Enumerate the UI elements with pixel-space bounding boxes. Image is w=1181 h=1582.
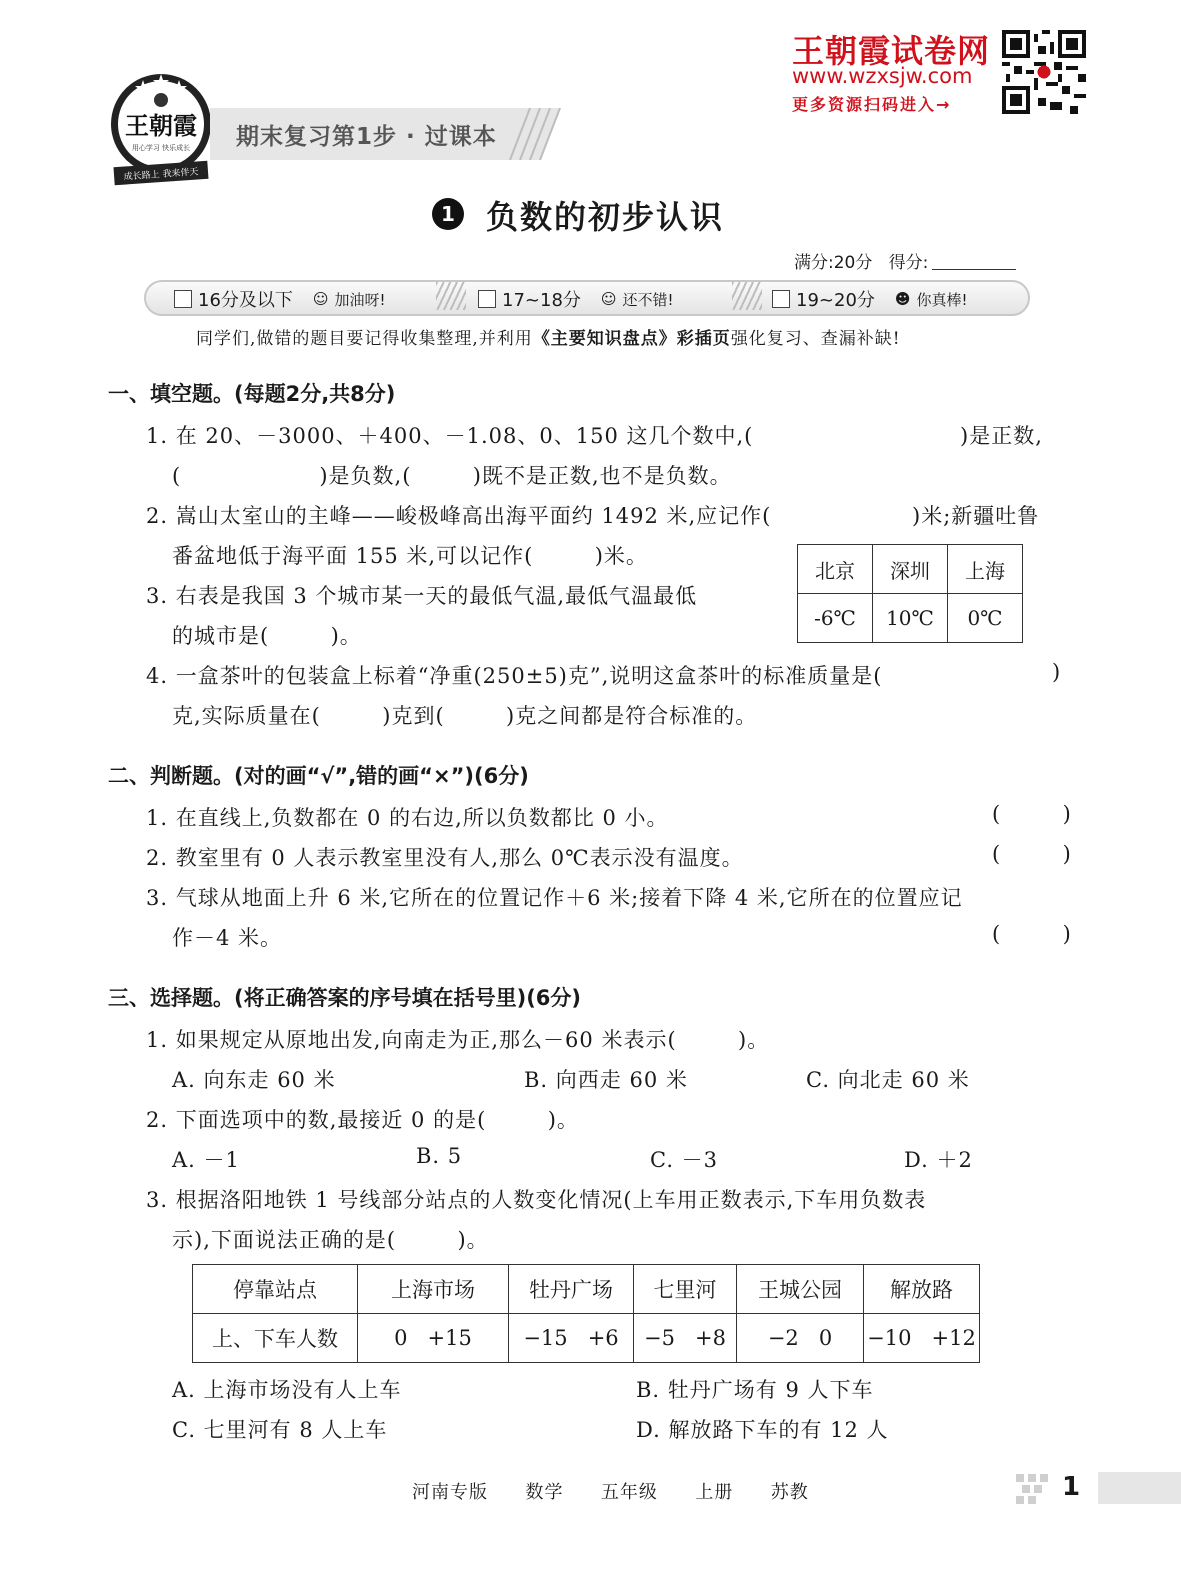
option[interactable]: B. 牡丹广场有 9 人下车 bbox=[636, 1378, 874, 1402]
option[interactable]: D. 解放路下车的有 12 人 bbox=[636, 1418, 889, 1442]
table-cell: -6℃ bbox=[798, 594, 873, 643]
page-number: 1 bbox=[1062, 1472, 1081, 1502]
qr-code-icon[interactable] bbox=[1002, 30, 1086, 114]
metro-table bbox=[192, 1264, 980, 1363]
s1-q2-line1: 2. 嵩山太室山的主峰——峻极峰高出海平面约 1492 米,应记作( bbox=[146, 504, 772, 528]
s3-q3-line2: 示),下面说法正确的是( )。 bbox=[172, 1228, 489, 1252]
option[interactable]: C. 向北走 60 米 bbox=[806, 1068, 970, 1092]
cheer-icon: ☺ bbox=[312, 290, 329, 308]
option[interactable]: B. 5 bbox=[416, 1144, 463, 1168]
star-icon: ☻ bbox=[894, 290, 911, 308]
lesson-number: 1 bbox=[432, 198, 464, 230]
smile-icon: ☺ bbox=[600, 290, 617, 308]
table-header: 七里河 bbox=[634, 1265, 737, 1314]
site-scan-hint: 更多资源扫码进入→ bbox=[792, 95, 952, 114]
option[interactable]: A. 向东走 60 米 bbox=[172, 1068, 336, 1092]
s1-q2-line1-end: )米;新疆吐鲁 bbox=[912, 504, 1040, 528]
table-header: 牡丹广场 bbox=[509, 1265, 634, 1314]
site-title: 王朝霞试卷网 bbox=[792, 32, 991, 70]
level-range: 16分及以下 bbox=[198, 290, 293, 311]
s3-q3-line1: 3. 根据洛阳地铁 1 号线部分站点的人数变化情况(上车用正数表示,下车用负数表 bbox=[146, 1188, 927, 1212]
separator bbox=[436, 282, 466, 310]
table-cell: 北京 bbox=[798, 545, 873, 594]
table-row-label: 上、下车人数 bbox=[193, 1314, 358, 1363]
brand-badge-logo bbox=[108, 66, 214, 190]
level-range: 17~18分 bbox=[502, 290, 581, 311]
s1-q2-line2: 番盆地低于海平面 155 米,可以记作( )米。 bbox=[172, 544, 648, 568]
option[interactable]: C. －3 bbox=[650, 1148, 719, 1172]
level-checkbox[interactable] bbox=[478, 290, 496, 308]
badge-ribbon: 成长路上 我来伴天 bbox=[123, 167, 199, 183]
option[interactable]: A. －1 bbox=[172, 1148, 240, 1172]
got-score-label: 得分: bbox=[888, 253, 929, 273]
table-cell: −10 +12 bbox=[864, 1314, 980, 1363]
s1-q4-line1: 4. 一盒茶叶的包装盒上标着“净重(250±5)克”,说明这盒茶叶的标准质量是( bbox=[146, 664, 883, 688]
temperature-table bbox=[797, 544, 1023, 643]
level-comment: 加油呀! bbox=[334, 290, 386, 309]
option[interactable]: C. 七里河有 8 人上车 bbox=[172, 1418, 388, 1442]
s3-q1: 1. 如果规定从原地出发,向南走为正,那么－60 米表示( )。 bbox=[146, 1028, 770, 1052]
level-comment: 你真棒! bbox=[916, 290, 968, 309]
section-1-title: 一、填空题。(每题2分,共8分) bbox=[108, 382, 396, 406]
full-score: 满分:20分 bbox=[794, 253, 873, 273]
option[interactable]: B. 向西走 60 米 bbox=[524, 1068, 688, 1092]
page-tab bbox=[1098, 1472, 1181, 1504]
page-corner-decoration bbox=[1016, 1474, 1056, 1504]
level-checkbox[interactable] bbox=[174, 290, 192, 308]
table-header: 解放路 bbox=[864, 1265, 980, 1314]
footer-text: 河南专版 数学 五年级 上册 苏教 bbox=[412, 1482, 809, 1503]
score-blank[interactable] bbox=[932, 269, 1016, 270]
answer-paren[interactable]: ( ) bbox=[992, 922, 1072, 946]
site-url[interactable]: www.wzxsjw.com bbox=[792, 64, 973, 88]
table-cell: 0℃ bbox=[948, 594, 1023, 643]
level-checkbox[interactable] bbox=[772, 290, 790, 308]
table-header-row bbox=[193, 1265, 980, 1314]
svg-text:用心学习 快乐成长: 用心学习 快乐成长 bbox=[131, 144, 191, 152]
s2-q3-line1: 3. 气球从地面上升 6 米,它所在的位置记作＋6 米;接着下降 4 米,它所在的位置应记 bbox=[146, 886, 963, 910]
answer-paren[interactable]: ( ) bbox=[992, 802, 1072, 826]
table-cell: −2 0 bbox=[737, 1314, 864, 1363]
s1-q1-line2: ( )是负数,( )既不是正数,也不是负数。 bbox=[172, 464, 732, 488]
s2-q3-line2: 作－4 米。 bbox=[172, 926, 283, 950]
table-cell: 深圳 bbox=[873, 545, 948, 594]
level-range: 19~20分 bbox=[796, 290, 875, 311]
section-2-title: 二、判断题。(对的画“√”,错的画“×”)(6分) bbox=[108, 764, 529, 788]
s1-q1-line1: 1. 在 20、－3000、＋400、－1.08、0、150 这几个数中,( bbox=[146, 424, 754, 448]
s1-q4-line2: 克,实际质量在( )克到( )克之间都是符合标准的。 bbox=[172, 704, 758, 728]
table-header: 上海市场 bbox=[358, 1265, 509, 1314]
s1-q3-line2: 的城市是( )。 bbox=[172, 624, 362, 648]
s1-q4-line1-end: ) bbox=[1052, 660, 1062, 684]
reminder-book: 《主要知识盘点》彩插页 bbox=[532, 329, 731, 349]
s1-q1-line1-end: )是正数, bbox=[960, 424, 1043, 448]
table-cell: 上海 bbox=[948, 545, 1023, 594]
banner-text: 期末复习第1步 · 过课本 bbox=[236, 124, 497, 150]
option[interactable]: D. ＋2 bbox=[904, 1148, 973, 1172]
answer-paren[interactable]: ( ) bbox=[992, 842, 1072, 866]
level-3[interactable] bbox=[772, 286, 968, 312]
s2-q2: 2. 教室里有 0 人表示教室里没有人,那么 0℃表示没有温度。 bbox=[146, 846, 744, 870]
table-row bbox=[193, 1314, 980, 1363]
lesson-title: 负数的初步认识 bbox=[486, 198, 725, 236]
level-comment: 还不错! bbox=[622, 290, 674, 309]
table-cell: 0 +15 bbox=[358, 1314, 509, 1363]
table-row bbox=[798, 594, 1023, 643]
s2-q1: 1. 在直线上,负数都在 0 的右边,所以负数都比 0 小。 bbox=[146, 806, 669, 830]
table-header: 王城公园 bbox=[737, 1265, 864, 1314]
s1-q3-line1: 3. 右表是我国 3 个城市某一天的最低气温,最低气温最低 bbox=[146, 584, 698, 608]
level-1[interactable] bbox=[174, 286, 386, 312]
table-cell: −5 +8 bbox=[634, 1314, 737, 1363]
score-line bbox=[794, 248, 1016, 273]
separator bbox=[732, 282, 762, 310]
section-3-title: 三、选择题。(将正确答案的序号填在括号里)(6分) bbox=[108, 986, 582, 1010]
table-header: 停靠站点 bbox=[193, 1265, 358, 1314]
table-cell: −15 +6 bbox=[509, 1314, 634, 1363]
option[interactable]: A. 上海市场没有人上车 bbox=[172, 1378, 402, 1402]
badge-name: 王朝霞 bbox=[125, 111, 197, 140]
table-cell: 10℃ bbox=[873, 594, 948, 643]
table-row bbox=[798, 545, 1023, 594]
reminder-text: 同学们,做错的题目要记得收集整理,并利用《主要知识盘点》彩插页强化复习、查漏补缺! bbox=[196, 329, 901, 349]
score-level-bar bbox=[144, 280, 1030, 316]
s3-q2: 2. 下面选项中的数,最接近 0 的是( )。 bbox=[146, 1108, 579, 1132]
level-2[interactable] bbox=[478, 286, 674, 312]
